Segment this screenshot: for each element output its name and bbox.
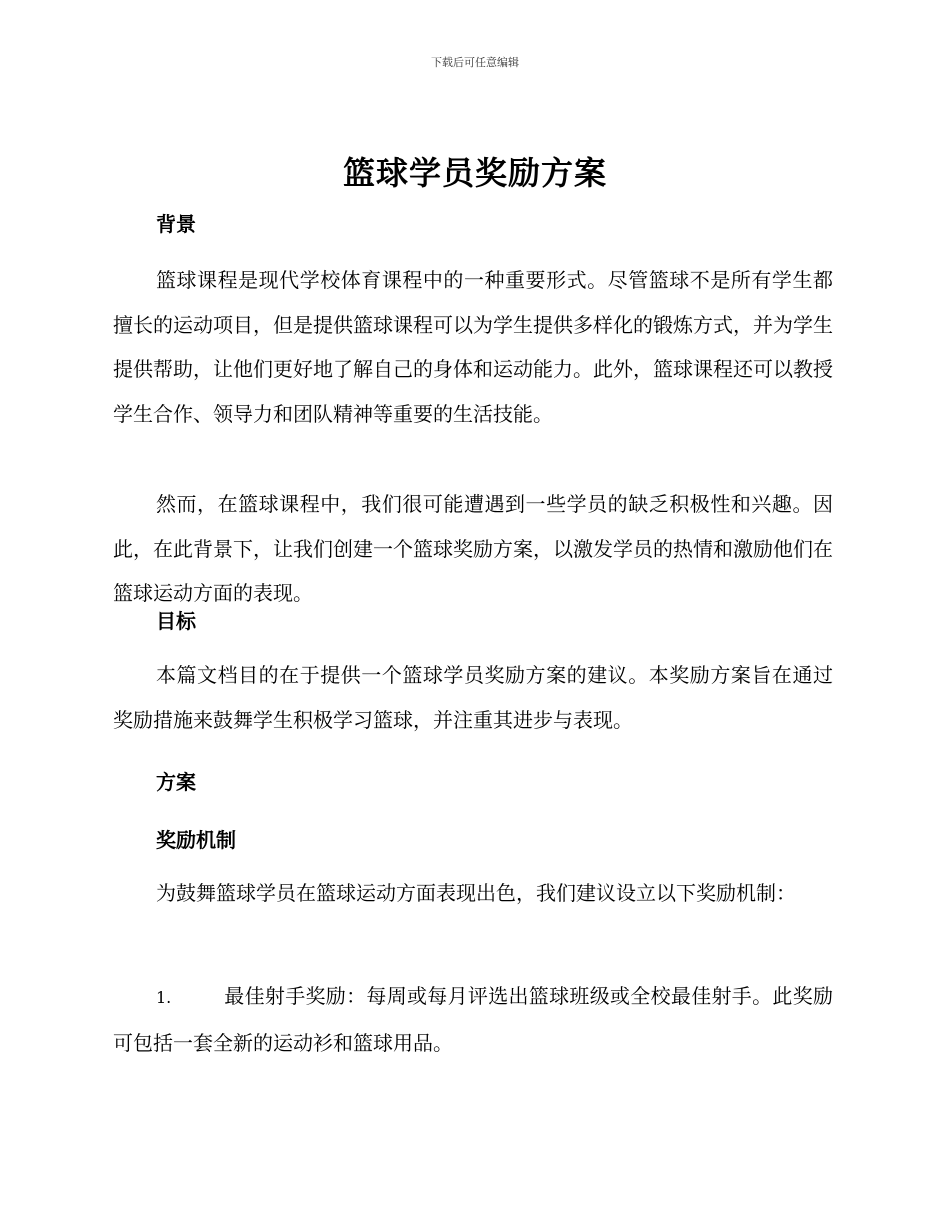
list-item: [113, 974, 833, 1065]
paragraph-goal-1: 本篇文档目的在于提供一个篮球学员奖励方案的建议。本奖励方案旨在通过奖励措施来鼓舞学生积极学习篮球，并注重其进步与表现。: [113, 663, 833, 732]
section-heading-goal: 目标: [156, 609, 196, 633]
list-item-number: 1.: [156, 988, 172, 1007]
paragraph-background-1: 篮球课程是现代学校体育课程中的一种重要形式。尽管篮球不是所有学生都擅长的运动项目，但是提供篮球课程可以为学生提供多样化的锻炼方式，并为学生提供帮助，让他们更好地了解自己的身体和运动能力。此外，篮球课程还可以教授学生合作、领导力和团队精神等重要的生活技能。: [113, 268, 833, 427]
section-heading-mechanism: 奖励机制: [156, 828, 236, 852]
list-item-text: 最佳射手奖励：每周或每月评选出篮球班级或全校最佳射手。此奖励可包括一套全新的运动衫和篮球用品。: [113, 984, 833, 1055]
paragraph-mechanism-1: 为鼓舞篮球学员在篮球运动方面表现出色，我们建议设立以下奖励机制：: [156, 881, 796, 905]
header-note: 下载后可任意编辑: [431, 56, 519, 69]
section-heading-background: 背景: [156, 212, 196, 236]
document-title: 篮球学员奖励方案: [342, 154, 607, 192]
section-heading-plan: 方案: [156, 770, 196, 794]
paragraph-background-2: 然而，在篮球课程中，我们很可能遭遇到一些学员的缺乏积极性和兴趣。因此，在此背景下，让我们创建一个篮球奖励方案，以激发学员的热情和激励他们在篮球运动方面的表现。: [113, 492, 833, 606]
